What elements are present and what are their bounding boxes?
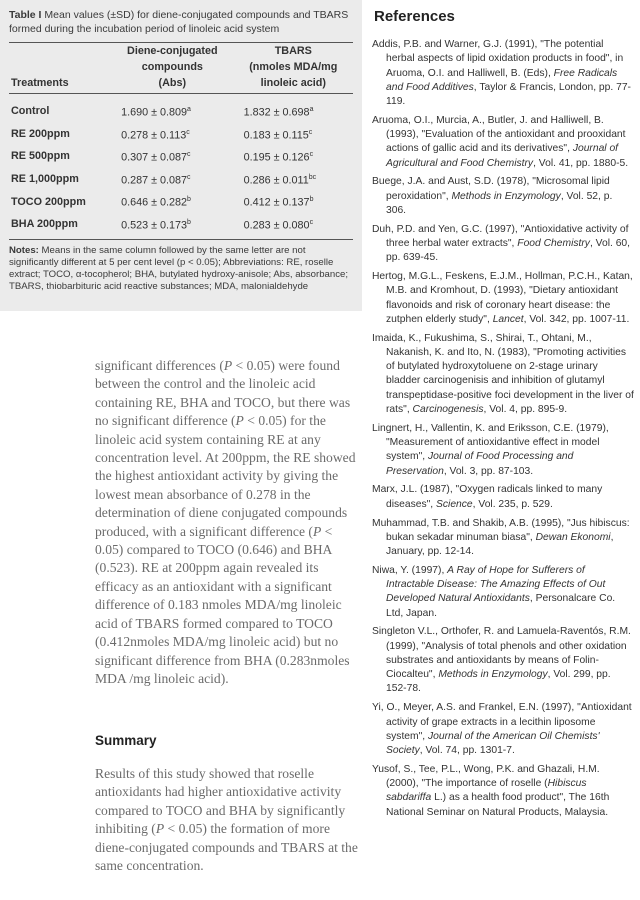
diene-value-cell	[111, 145, 234, 168]
value-text: 0.286 ± 0.011	[243, 174, 309, 187]
table-header-cell	[234, 43, 353, 94]
value-text: 0.287 ± 0.087	[121, 174, 188, 187]
left-column	[0, 0, 362, 311]
reference-item: Aruoma, O.I., Murcia, A., Butler, J. and Halliwell, B. (1993), "Evaluation of the antioxidant and prooxidant actions of gallic acid and its derivatives", Journal of Agricultural and Food Chemistry, Vol. 41, pp. 1880-5.	[372, 114, 629, 169]
table-row	[9, 190, 353, 213]
reference-source: Methods in Enzymology	[438, 669, 548, 681]
reference-source: Science	[436, 498, 473, 510]
reference-source: Lancet	[492, 313, 524, 325]
reference-item: Singleton V.L., Orthofer, R. and Lamuela-Raventós, R.M. (1999), "Analysis of total phenols and other oxidation substrates and antioxidants by means of Folin-Ciocalteu", Methods in Enzymology, Vol. 299, pp. 152-78.	[372, 626, 631, 695]
table-notes-label: Notes:	[9, 244, 39, 256]
reference-item: Yusof, S., Tee, P.L., Wong, P.K. and Ghazali, H.M. (2000), "The importance of roselle (Hibiscus sabdariffa L.) as a health food product", The 16th National Seminar on Natural Products, Malaysia.	[372, 763, 610, 818]
tbars-value-cell	[234, 94, 353, 123]
diene-value-cell	[111, 213, 234, 239]
header-line: TBARS	[274, 45, 312, 57]
reference-source: Journal of the American Oil Chemists' Society	[386, 730, 600, 757]
diene-value-cell	[111, 123, 234, 146]
treatment-cell: RE 500ppm	[11, 150, 70, 163]
header-line: Diene-conjugated	[127, 45, 218, 57]
reference-item: Muhammad, T.B. and Shakib, A.B. (1995), "Jus hibiscus: bukan sekadar minuman biasa", Dewan Ekonomi, January, pp. 12-14.	[372, 517, 630, 557]
significance-letter: c	[186, 128, 190, 136]
treatment-cell: RE 200ppm	[11, 127, 70, 140]
results-table	[9, 42, 353, 240]
references-heading: References	[374, 8, 455, 25]
table-row	[9, 145, 353, 168]
reference-source: Free Radicals and Food Additives	[386, 67, 618, 93]
significance-letter: c	[309, 218, 314, 226]
significance-letter: c	[309, 151, 314, 159]
table-caption	[9, 8, 353, 36]
header-line: compounds	[141, 61, 203, 73]
value-text: 0.183 ± 0.115	[243, 129, 309, 142]
table-notes-text: Means in the same column followed by the same letter are not significantly different at 5 per cent level (p < 0.05); Abbreviations: RE, roselle extract; TOCO, α-tocopherol; BHA, butylated hydroxy-anisole; Abs, absorbance; TBARS, thiobarbituric acid reactive substances; MDA, malonialdehyde	[9, 244, 349, 293]
table-row	[9, 123, 353, 146]
tbars-value-cell	[234, 213, 353, 239]
table-header-row	[9, 43, 353, 94]
value-text: 0.283 ± 0.080	[243, 219, 310, 232]
table-notes	[9, 245, 353, 294]
table-caption-label: Table I	[9, 9, 42, 21]
value-text: 0.412 ± 0.137	[243, 196, 310, 209]
p-symbol: P	[155, 821, 165, 837]
value-text: 0.278 ± 0.113	[121, 129, 187, 142]
tbars-value-cell	[234, 123, 353, 146]
summary-paragraph: Results of this study showed that roselle antioxidants had higher antioxidative activity compared to TOCO and BHA by significantly inhibiting (P < 0.05) the formation of more diene-conjugated compounds and TBARS at the same concentration.	[95, 766, 358, 874]
reference-source: A Ray of Hope for Sufferers of Intractable Disease: The Amazing Effects of Out Developed Natural Antioxidants	[386, 564, 606, 605]
tbars-value-cell	[234, 190, 353, 213]
tbars-value-cell	[234, 145, 353, 168]
tbars-value-cell	[234, 168, 353, 191]
header-line: (Abs)	[158, 77, 187, 89]
reference-source: Methods in Enzymology	[451, 190, 561, 202]
table-row	[9, 213, 353, 239]
reference-item: Imaida, K., Fukushima, S., Shirai, T., Ohtani, M., Nakanish, K. and Ito, N. (1983), "Promoting activities of butylated hydroxytoluene on 2-stage urinary bladder carcinogenisis and inhibition of glutamyl transpeptidase-positive foci development in the liver of rats", Carcinogenesis, Vol. 4, pp. 895-9.	[372, 332, 634, 415]
treatment-cell: BHA 200ppm	[11, 218, 78, 231]
treatment-cell: TOCO 200ppm	[11, 195, 86, 208]
reference-source: Dewan Ekonomi	[535, 531, 611, 543]
significance-letter: b	[309, 196, 314, 204]
p-symbol: P	[235, 413, 244, 429]
diene-value-cell	[111, 94, 234, 123]
table-row	[9, 94, 353, 123]
references-list	[372, 38, 634, 820]
reference-item: Duh, P.D. and Yen, G.C. (1997), "Antioxidative activity of three herbal water extracts", Food Chemistry, Vol. 60, pp. 639-45.	[372, 223, 631, 264]
table-caption-text: Mean values (±SD) for diene-conjugated compounds and TBARS formed during the incubation period of linoleic acid system	[9, 9, 349, 35]
reference-item: Buege, J.A. and Aust, S.D. (1978), "Microsomal lipid peroxidation", Methods in Enzymology, Vol. 52, p. 306.	[372, 176, 613, 216]
significance-letter: a	[187, 106, 191, 113]
reference-source: Hibiscus sabdariffa	[386, 778, 587, 804]
value-text: 0.646 ± 0.282	[121, 196, 188, 209]
significance-letter: a	[309, 106, 314, 113]
reference-source: Journal of Agricultural and Food Chemistry	[386, 143, 619, 169]
value-text: 0.307 ± 0.087	[121, 151, 188, 164]
value-text: 0.195 ± 0.126	[243, 151, 310, 164]
header-line: (nmoles MDA/mg	[249, 61, 338, 73]
significance-letter: bc	[308, 173, 317, 181]
header-line: Treatments	[11, 77, 69, 89]
reference-item: Addis, P.B. and Warner, G.J. (1991), "The potential herbal aspects of lipid oxidation products in food", in Aruoma, O.I. and Halliwell, B. (Eds), Free Radicals and Food Additives, Taylor & Francis, London, pp. 77- 119.	[372, 39, 631, 107]
diene-value-cell	[111, 168, 234, 191]
reference-item: Lingnert, H., Vallentin, K. and Eriksson, C.E. (1979), "Measurement of antioxidantive effect in model system", Journal of Food Processing and Preservation, Vol. 3, pp. 87-103.	[372, 422, 609, 477]
reference-source: Carcinogenesis	[412, 403, 484, 415]
reference-source: Journal of Food Processing and Preservation	[386, 451, 574, 477]
reference-item: Niwa, Y. (1997), A Ray of Hope for Sufferers of Intractable Disease: The Amazing Effects of Out Developed Natural Antioxidants, Personalcare Co. Ltd, Japan.	[372, 564, 616, 619]
significance-letter: b	[187, 196, 191, 204]
table-header-cell	[111, 43, 234, 94]
header-line: linoleic acid)	[260, 77, 326, 89]
significance-letter: c	[187, 151, 191, 159]
p-symbol: P	[312, 523, 322, 539]
reference-item: Marx, J.L. (1987), "Oxygen radicals linked to many diseases", Science, Vol. 235, p. 529.	[372, 484, 603, 510]
reference-item: Yi, O., Meyer, A.S. and Frankel, E.N. (1997), "Antioxidant activity of grape extracts in a lecithin liposome system", Journal of the American Oil Chemists' Society, Vol. 74, pp. 1301-7.	[372, 702, 632, 757]
p-symbol: P	[223, 358, 233, 373]
significance-letter: c	[187, 173, 191, 181]
body-paragraph: significant differences (P < 0.05) were found between the control and the linoleic acid containing RE, BHA and TOCO, but there was no significant difference (P < 0.05) for the linoleic acid system containing RE at any concentration level. At 200ppm, the RE showed the highest antioxidant activity by giving the lowest mean absorbance of 0.278 in the determination of diene conjugated compounds produced, with a significant difference (P < 0.05) compared to TOCO (0.646) and BHA (0.523). RE at 200ppm again revealed its efficacy as an antioxidant with a significant difference of 0.183 nmoles MDA/mg linoleic acid of TBARS formed compared to TOCO (0.412nmoles MDA/mg linoleic acid) but no significant difference from BHA (0.283nmoles MDA /mg linoleic acid).	[95, 358, 356, 686]
reference-source: Food Chemistry	[517, 238, 590, 250]
value-text: 1.832 ± 0.698	[243, 106, 310, 119]
table-row	[9, 168, 353, 191]
reference-item: Hertog, M.G.L., Feskens, E.J.M., Hollman, P.C.H., Katan, M.B. and Kromhout, D. (1993), "Dietary antioxidant flavonoids and risk of coronary heart disease: the zutphen elderly study", Lancet, Vol. 342, pp. 1007-11.	[372, 271, 633, 325]
value-text: 0.523 ± 0.173	[121, 219, 188, 232]
significance-letter: b	[187, 218, 191, 226]
treatment-cell: RE 1,000ppm	[11, 173, 79, 186]
significance-letter: c	[308, 128, 313, 136]
diene-value-cell	[111, 190, 234, 213]
references-section	[372, 8, 634, 824]
summary-heading: Summary	[95, 733, 157, 748]
table-header-cell	[9, 43, 111, 94]
value-text: 1.690 ± 0.809	[121, 106, 188, 119]
results-table-box	[0, 0, 362, 311]
treatment-cell: Control	[11, 105, 50, 118]
